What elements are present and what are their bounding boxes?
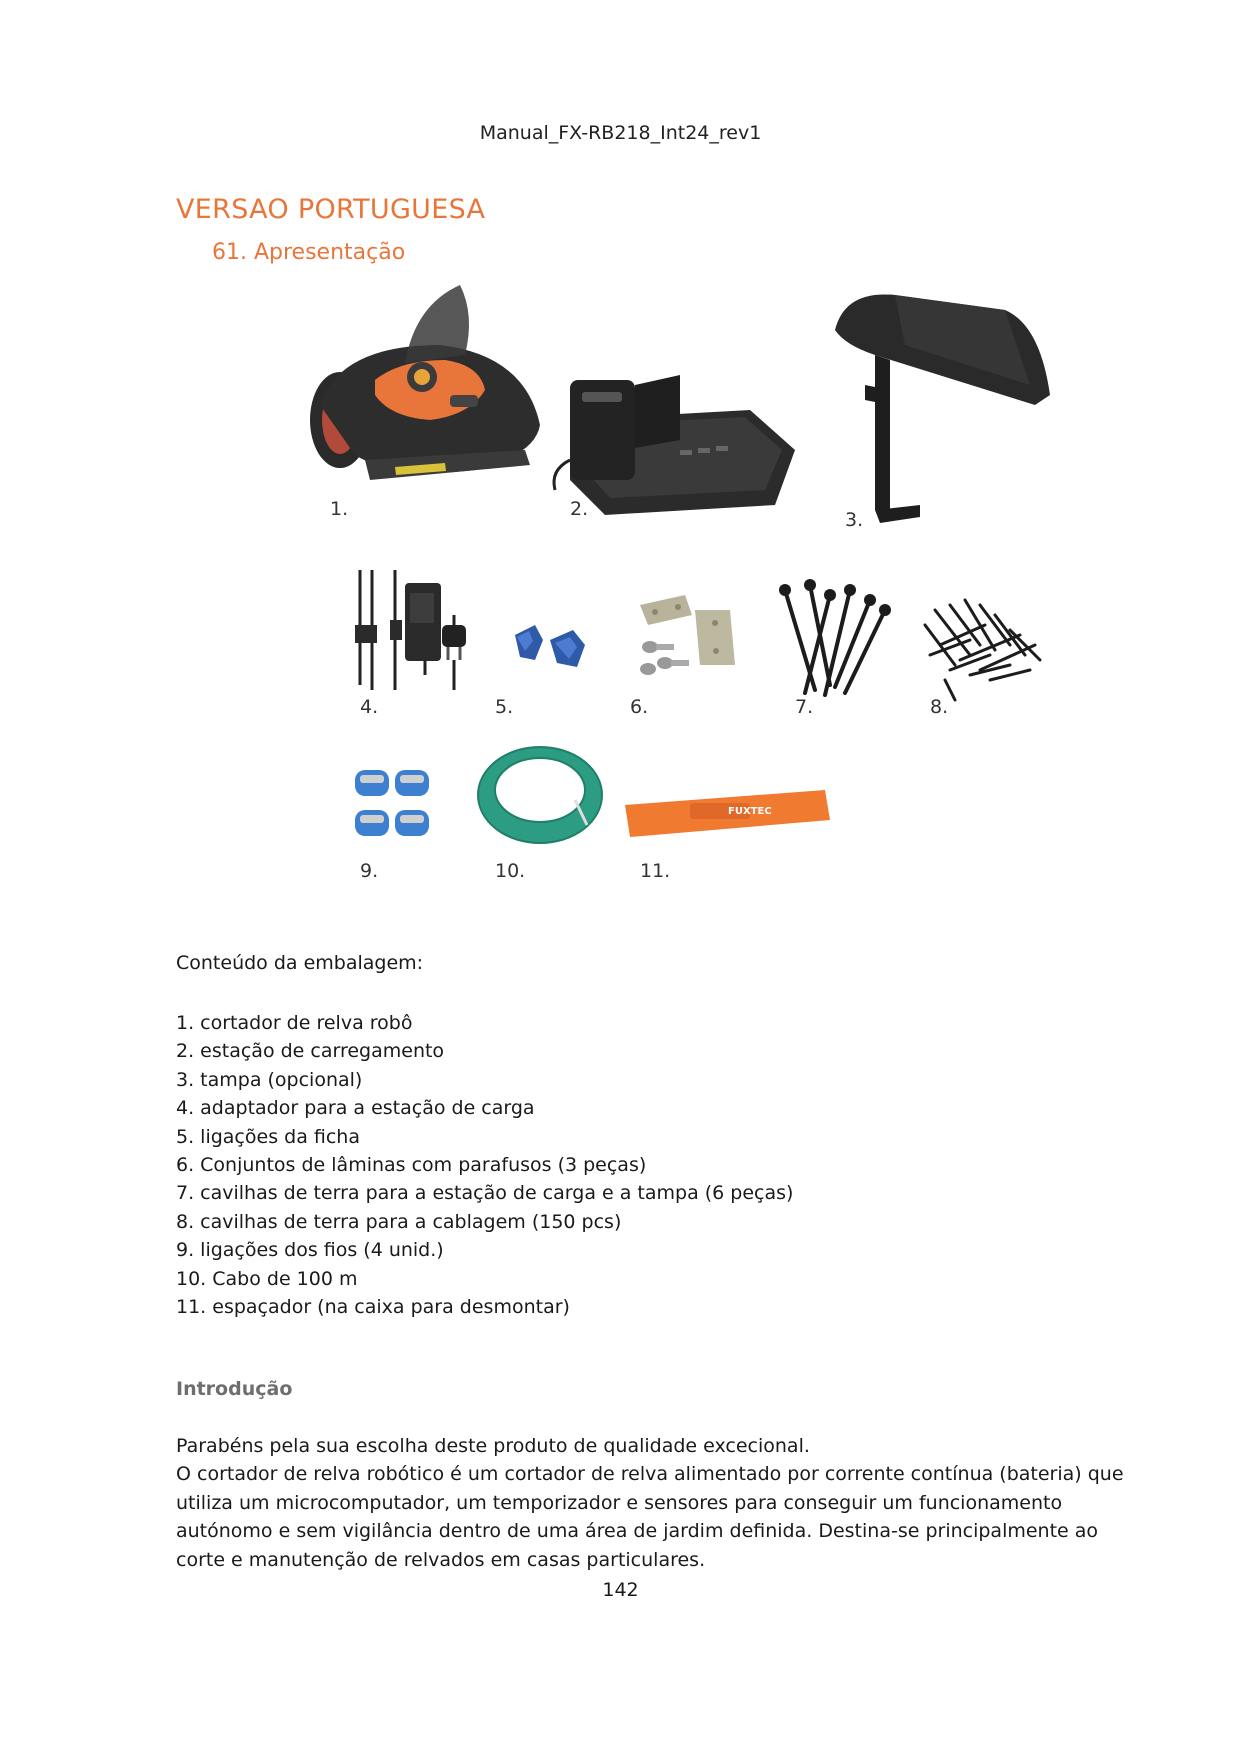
list-item: 3. tampa (opcional) bbox=[176, 1068, 363, 1091]
adapter-image bbox=[350, 565, 470, 718]
wire-connectors-image bbox=[355, 755, 445, 880]
list-item: 2. estação de carregamento bbox=[176, 1040, 445, 1063]
cover-image bbox=[835, 285, 1060, 530]
list-item: 5. ligações da ficha bbox=[176, 1125, 360, 1148]
list-item: 9. ligações dos fios (4 unid.) bbox=[176, 1239, 444, 1262]
list-item: 4. adaptador para a estação de carga bbox=[176, 1097, 535, 1120]
section-title: VERSAO PORTUGUESA bbox=[176, 194, 486, 225]
figure-label-7: 7. bbox=[795, 696, 814, 718]
list-item: 11. espaçador (na caixa para desmontar) bbox=[176, 1295, 570, 1318]
list-item: 7. cavilhas de terra para a estação de carga e a tampa (6 peças) bbox=[176, 1182, 794, 1205]
introduction-heading: Introdução bbox=[176, 1378, 293, 1400]
intro-line: utiliza um microcomputador, um temporizador e sensores para conseguir um funcionamento bbox=[176, 1491, 1063, 1514]
list-item: 6. Conjuntos de lâminas com parafusos (3 peças) bbox=[176, 1153, 647, 1176]
figure-label-10: 10. bbox=[495, 860, 526, 882]
charging-station-image bbox=[550, 330, 795, 525]
spacer-image bbox=[620, 775, 830, 880]
intro-line: corte e manutenção de relvados em casas particulares. bbox=[176, 1548, 706, 1571]
station-pegs-image bbox=[770, 575, 900, 718]
figure-label-2: 2. bbox=[570, 498, 589, 520]
figure-label-11: 11. bbox=[640, 860, 671, 882]
document-header: Manual_FX-RB218_Int24_rev1 bbox=[479, 122, 762, 144]
intro-line: autónomo e sem vigilância dentro de uma área de jardim definida. Destina-se principalmente ao bbox=[176, 1520, 1099, 1543]
list-item: 10. Cabo de 100 m bbox=[176, 1267, 358, 1290]
figure-label-5: 5. bbox=[495, 696, 514, 718]
cable-coil-image bbox=[475, 745, 615, 880]
package-contents-figure bbox=[290, 285, 1200, 910]
spacer-brand-text: FUXTEC bbox=[728, 806, 772, 817]
figure-label-6: 6. bbox=[630, 696, 649, 718]
figure-label-8: 8. bbox=[930, 696, 949, 718]
blade-sets-image bbox=[630, 585, 750, 718]
robot-mower-image bbox=[300, 295, 540, 525]
plug-connections-image bbox=[495, 585, 615, 718]
list-item: 1. cortador de relva robô bbox=[176, 1012, 413, 1034]
introduction-paragraph bbox=[176, 1432, 1124, 1574]
figure-label-4: 4. bbox=[360, 696, 379, 718]
figure-label-9: 9. bbox=[360, 860, 379, 882]
list-item: 8. cavilhas de terra para a cablagem (150 pcs) bbox=[176, 1210, 622, 1233]
page-number: 142 bbox=[602, 1579, 639, 1601]
intro-line: Parabéns pela sua escolha deste produto de qualidade excecional. bbox=[176, 1435, 810, 1457]
intro-line: O cortador de relva robótico é um cortador de relva alimentado por corrente contínua (bateria) que bbox=[176, 1463, 1124, 1486]
subsection-title: 61. Apresentação bbox=[212, 240, 406, 265]
wire-pegs-image bbox=[910, 585, 1050, 718]
package-contents-label: Conteúdo da embalagem: bbox=[176, 952, 424, 974]
figure-label-3: 3. bbox=[845, 509, 864, 531]
package-contents-list bbox=[176, 1009, 793, 1321]
figure-label-1: 1. bbox=[330, 498, 349, 520]
